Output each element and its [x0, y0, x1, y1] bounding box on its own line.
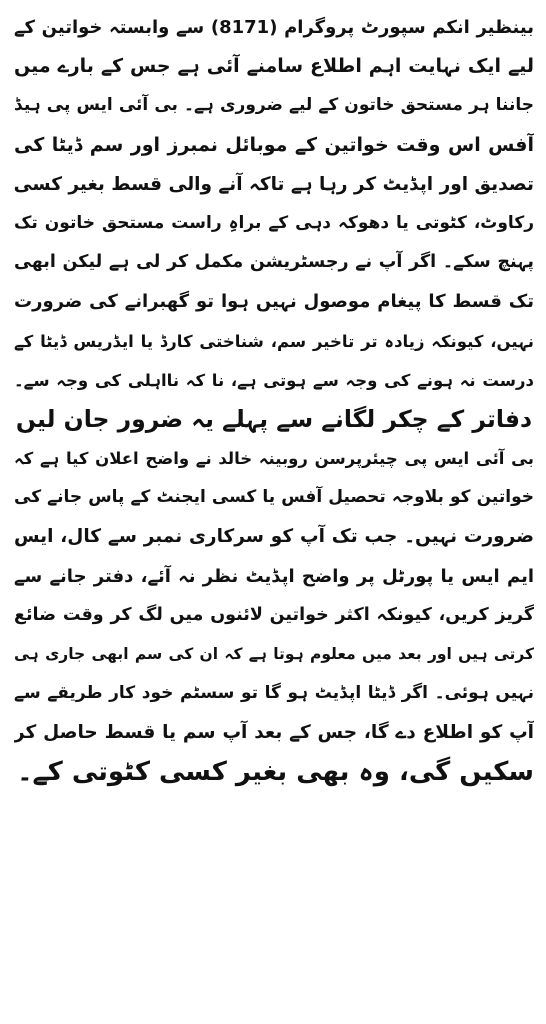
paragraph-line: بی آئی ایس پی چیئرپرسن روبینہ خالد نے واضح اعلان کیا ہے کہ [14, 449, 534, 469]
paragraph-line: سکیں گی، وہ بھی بغیر کسی کٹوتی کے۔ [17, 756, 534, 787]
paragraph-line: رکاوٹ، کٹوتی یا دھوکہ دہی کے براہِ راست مستحق خاتون تک [14, 212, 534, 233]
paragraph-line: لیے ایک نہایت اہم اطلاع سامنے آئی ہے جس کے بارے میں [14, 55, 534, 78]
paragraph-line: بینظیر انکم سپورٹ پروگرام (8171) سے وابستہ خواتین کے [14, 17, 534, 38]
paragraph-line: ضرورت نہیں۔ جب تک آپ کو سرکاری نمبر سے کال، ایس [14, 526, 534, 548]
paragraph-line: ایم ایس یا پورٹل پر واضح اپڈیٹ نظر نہ آئے، دفتر جانے سے [14, 565, 534, 587]
paragraph-line: نہیں ہوئی۔ اگر ڈیٹا اپڈیٹ ہو گا تو سسٹم خود کار طریقے سے [14, 683, 534, 704]
paragraph-line: آپ کو اطلاع دے گا، جس کے بعد آپ سم یا قسط حاصل کر [14, 722, 534, 744]
paragraph-line: تک قسط کا پیغام موصول نہیں ہوا تو گھبرانے کی ضرورت [14, 291, 534, 313]
paragraph-line: پہنچ سکے۔ اگر آپ نے رجسٹریشن مکمل کر لی ہے لیکن ابھی [14, 252, 534, 273]
paragraph-line: نہیں، کیونکہ زیادہ تر تاخیر سم، شناختی کارڈ یا ایڈریس ڈیٹا کے [14, 331, 534, 351]
paragraph-line: کرتی ہیں اور بعد میں معلوم ہوتا ہے کہ ان کی سم ابھی جاری ہی [14, 645, 534, 663]
section-subheading: دفاتر کے چکر لگانے سے پہلے یہ ضرور جان لیں [15, 404, 533, 433]
paragraph-line: خواتین کو بلاوجہ تحصیل آفس یا کسی ایجنٹ کے پاس جانے کی [14, 487, 534, 508]
paragraph-1 [14, 8, 534, 400]
paragraph-2 [14, 439, 534, 792]
paragraph-line: آفس اس وقت خواتین کے موبائل نمبرز اور سم ڈیٹا کی [14, 133, 534, 156]
article-body [14, 8, 534, 792]
paragraph-line: گریز کریں، کیونکہ اکثر خواتین لائنوں میں لگ کر وقت ضائع [14, 604, 534, 625]
paragraph-line: تصدیق اور اپڈیٹ کر رہا ہے تاکہ آنے والی قسط بغیر کسی [14, 173, 534, 195]
paragraph-line: درست نہ ہونے کی وجہ سے ہوتی ہے، نا کہ نااہلی کی وجہ سے۔ [14, 370, 534, 390]
paragraph-line: جاننا ہر مستحق خاتون کے لیے ضروری ہے۔ بی آئی ایس پی ہیڈ [14, 95, 534, 116]
